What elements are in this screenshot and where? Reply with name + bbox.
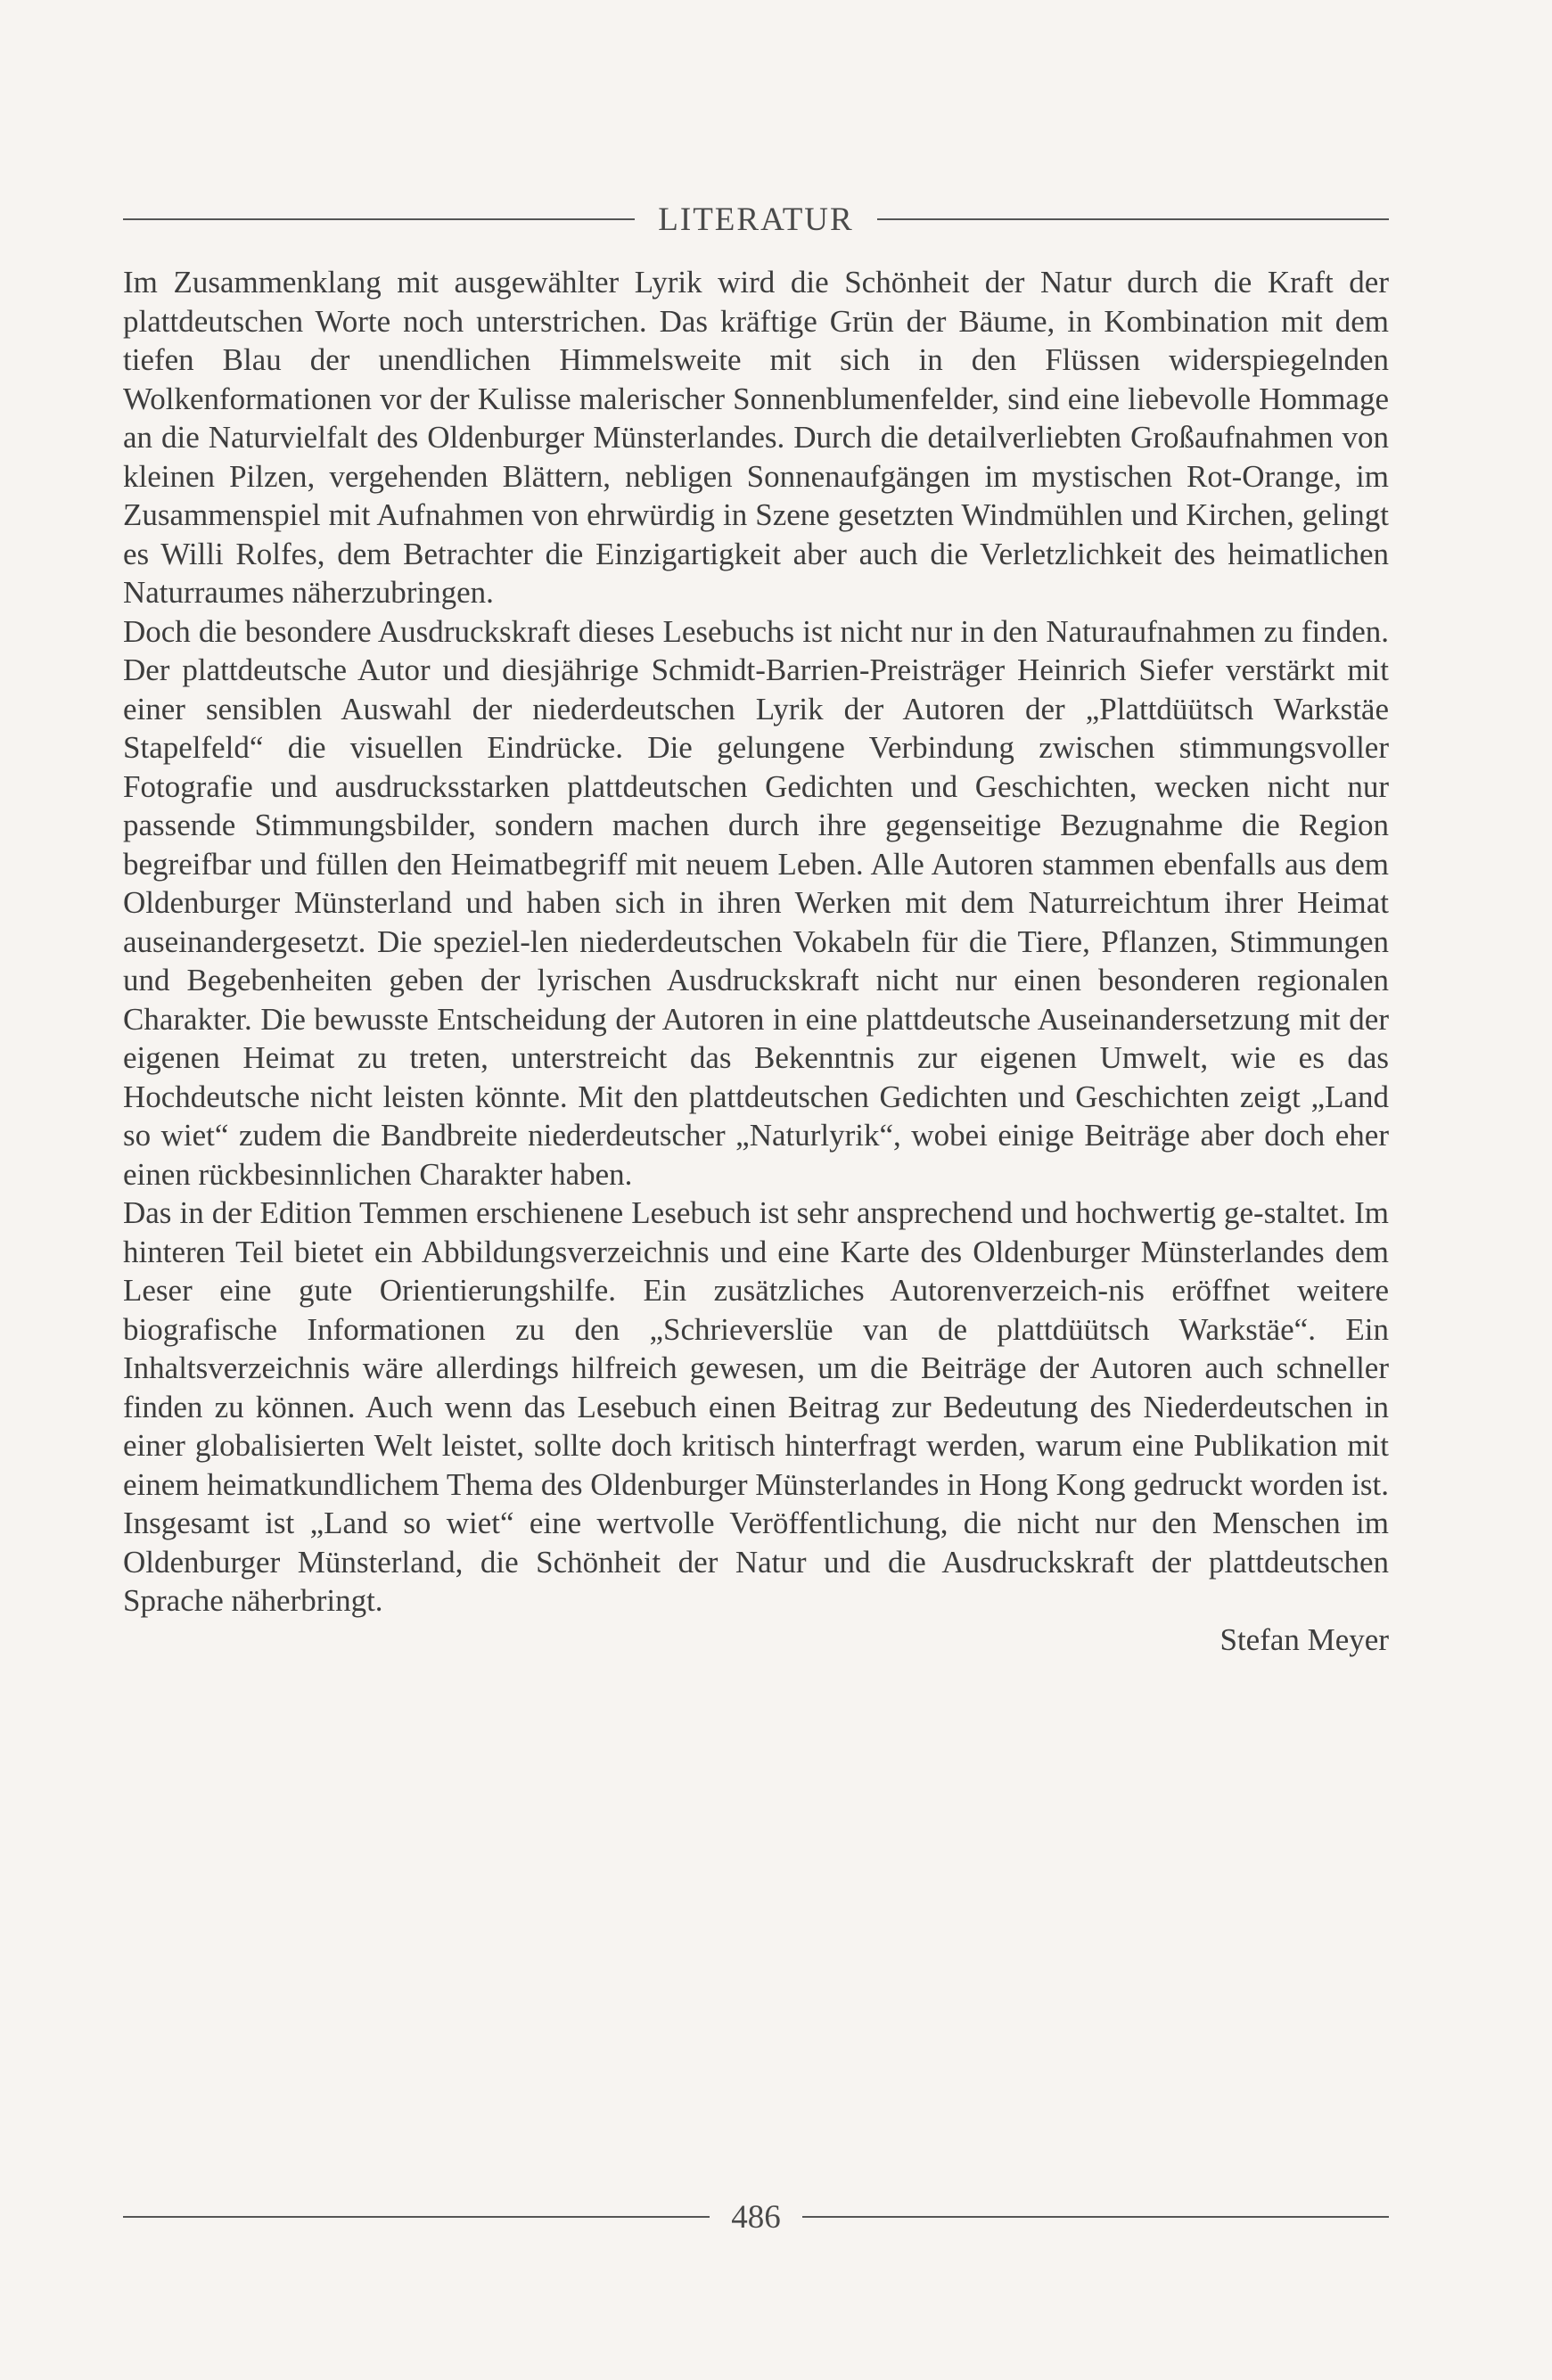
header-rule-left: [123, 218, 635, 220]
article-body: [123, 263, 1389, 1659]
page-footer: [123, 2195, 1389, 2239]
paragraph-2: Doch die besondere Ausdruckskraft dieses Lesebuchs ist nicht nur in den Naturaufnahmen zu finden. Der plattdeutsche Autor und diesjährige Schmidt-Barrien-Preisträger Heinrich Siefer verstärkt mit einer sensiblen Auswahl der niederdeutschen Lyrik der Autoren der „Plattdüütsch Warkstäe Stapelfeld“ die visuellen Eindrücke. Die gelungene Verbindung zwischen stimmungsvoller Fotografie und ausdrucksstarken plattdeutschen Gedichten und Geschichten, wecken nicht nur passende Stimmungsbilder, sondern machen durch ihre gegenseitige Bezugnahme die Region begreifbar und füllen den Heimatbegriff mit neuem Leben. Alle Autoren stammen ebenfalls aus dem Oldenburger Münsterland und haben sich in ihren Werken mit dem Naturreichtum ihrer Heimat auseinandergesetzt. Die speziel-len niederdeutschen Vokabeln für die Tiere, Pflanzen, Stimmungen und Begebenheiten geben der lyrischen Ausdruckskraft nicht nur einen besonderen regionalen Charakter. Die bewusste Entscheidung der Autoren in eine plattdeutsche Auseinandersetzung mit der eigenen Heimat zu treten, unterstreicht das Bekenntnis zur eigenen Umwelt, wie es das Hochdeutsche nicht leisten könnte. Mit den plattdeutschen Gedichten und Geschichten zeigt „Land so wiet“ zudem die Bandbreite niederdeutscher „Naturlyrik“, wobei einige Beiträge aber doch eher einen rückbesinnlichen Charakter haben.: [123, 613, 1389, 1192]
footer-rule-left: [123, 2216, 710, 2218]
paragraph-3: Das in der Edition Temmen erschienene Lesebuch ist sehr ansprechend und hochwertig ge-staltet. Im hinteren Teil bietet ein Abbildungsverzeichnis und eine Karte des Oldenburger Münsterlandes dem Leser eine gute Orientierungshilfe. Ein zusätzliches Autorenverzeich-nis eröffnet weitere biografische Informationen zu den „Schrieverslüe van de plattdüütsch Warkstäe“. Ein Inhaltsverzeichnis wäre allerdings hilfreich gewesen, um die Beiträge der Autoren auch schneller finden zu können. Auch wenn das Lesebuch einen Beitrag zur Bedeutung des Niederdeutschen in einer globalisierten Welt leistet, sollte doch kritisch hinterfragt werden, warum eine Publikation mit einem heimatkundlichem Thema des Oldenburger Münsterlandes in Hong Kong gedruckt worden ist. Insgesamt ist „Land so wiet“ eine wertvolle Veröffentlichung, die nicht nur den Menschen im Oldenburger Münsterland, die Schönheit der Natur und die Ausdruckskraft der plattdeutschen Sprache näherbringt.: [123, 1195, 1389, 1618]
author-signature: Stefan Meyer: [1219, 1621, 1389, 1657]
header-rule-right: [877, 218, 1389, 220]
paragraph-1: Im Zusammenklang mit ausgewählter Lyrik wird die Schönheit der Natur durch die Kraft der plattdeutschen Worte noch unterstrichen. Das kräftige Grün der Bäume, in Kombination mit dem tiefen Blau der unendlichen Himmelsweite mit sich in den Flüssen widerspiegelnden Wolkenformationen vor der Kulisse malerischer Sonnenblumenfelder, sind eine liebevolle Hommage an die Naturvielfalt des Oldenburger Münsterlandes. Durch die detailverliebten Großaufnahmen von kleinen Pilzen, vergehenden Blättern, nebligen Sonnenaufgängen im mystischen Rot-Orange, im Zusammenspiel mit Aufnahmen von ehrwürdig in Szene gesetzten Windmühlen und Kirchen, gelingt es Willi Rolfes, dem Betrachter die Einzigartigkeit aber auch die Verletzlichkeit des heimatlichen Naturraumes näherzubringen.: [123, 265, 1389, 610]
footer-rule-right: [802, 2216, 1389, 2218]
section-title: LITERATUR: [658, 201, 854, 238]
page-number: 486: [731, 2198, 781, 2236]
running-header: [123, 198, 1389, 241]
